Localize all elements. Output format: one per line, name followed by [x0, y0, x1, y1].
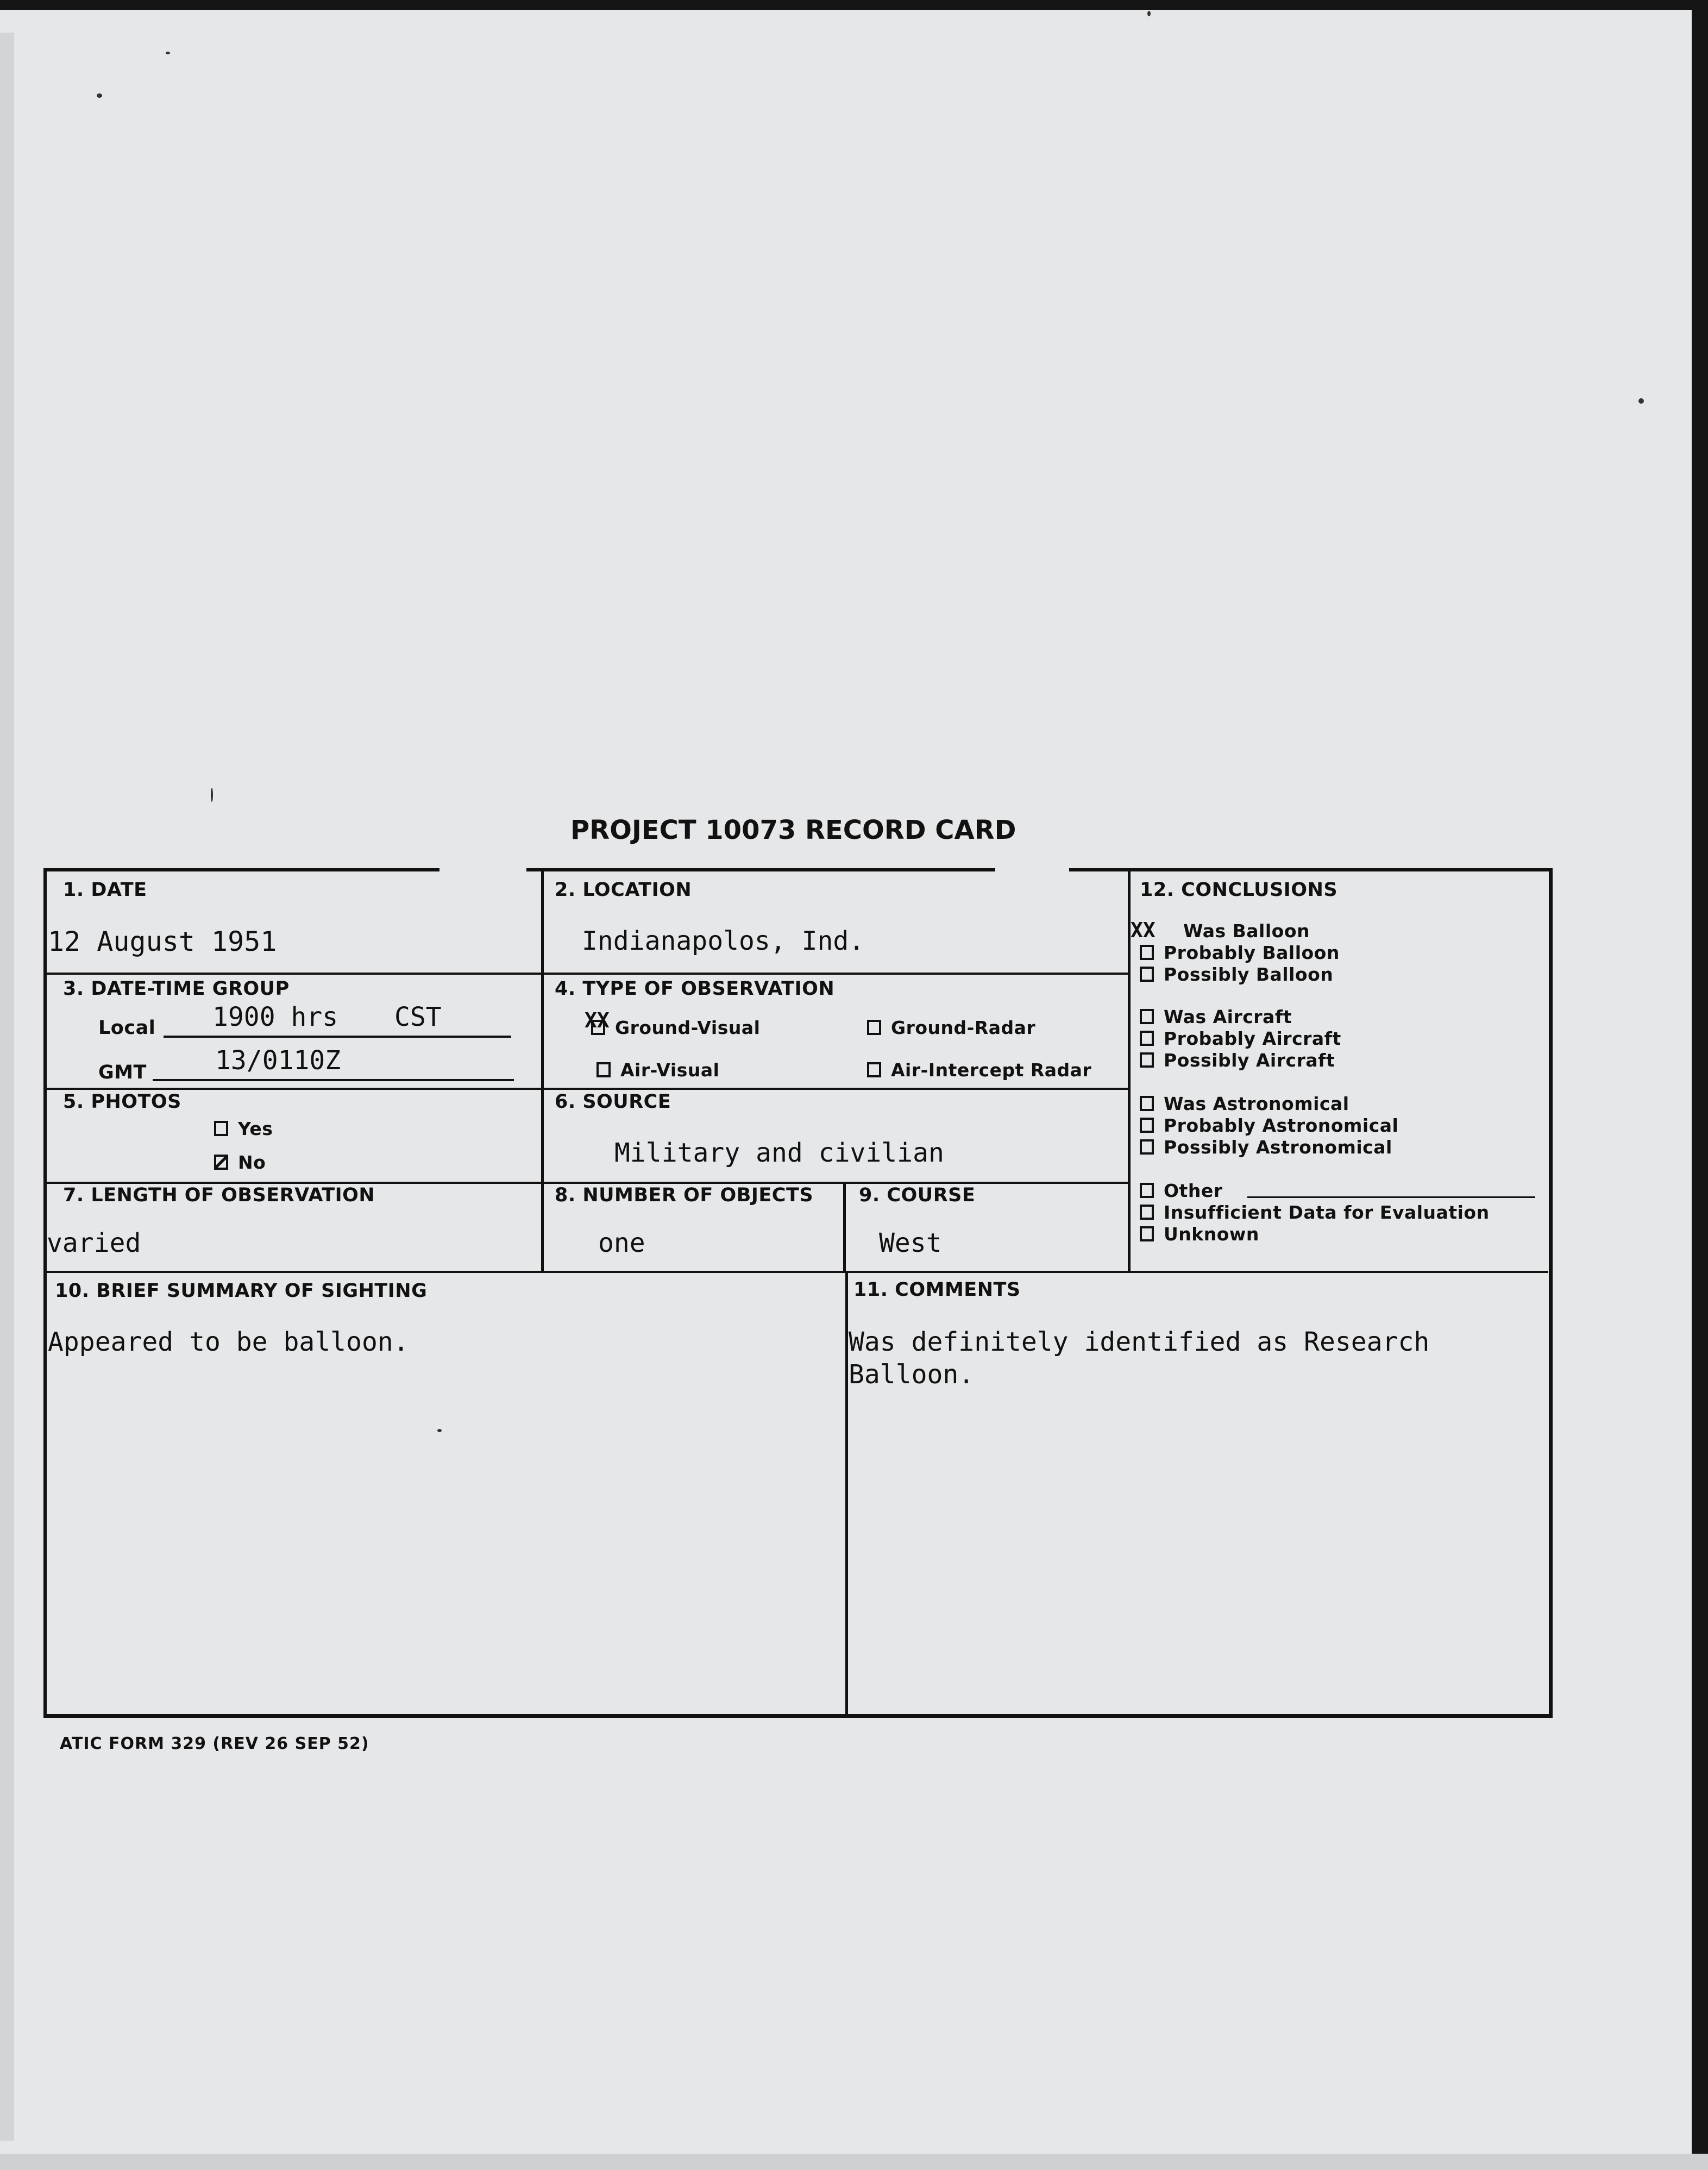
border-gap — [439, 867, 526, 874]
option-label: Unknown — [1164, 1224, 1259, 1245]
dust-speck — [166, 52, 170, 54]
length-label: 7. LENGTH OF OBSERVATION — [63, 1184, 375, 1206]
border-gap — [995, 867, 1069, 874]
checkbox-icon — [1140, 1139, 1154, 1155]
dust-speck — [211, 788, 213, 802]
option-label: Was Balloon — [1183, 920, 1310, 942]
divider-row3 — [47, 1182, 1128, 1184]
photos-label: 5. PHOTOS — [63, 1091, 181, 1113]
conclusion-other-underline — [1247, 1196, 1535, 1198]
source-value: Military and civilian — [614, 1138, 944, 1168]
option-label: No — [238, 1152, 266, 1173]
option-label: Insufficient Data for Evaluation — [1164, 1202, 1490, 1223]
comments-label: 11. COMMENTS — [853, 1279, 1021, 1301]
option-label: Yes — [238, 1118, 273, 1139]
option-label: Possibly Balloon — [1164, 964, 1334, 985]
checkbox-icon — [1140, 1118, 1154, 1133]
dust-speck — [1638, 398, 1644, 404]
option-label: Possibly Aircraft — [1164, 1050, 1335, 1071]
checkbox-icon — [1140, 967, 1154, 982]
divider-row4 — [47, 1271, 1548, 1273]
photos-no-option[interactable] — [214, 1152, 266, 1173]
option-label: Ground-Visual — [615, 1017, 761, 1038]
film-border-top — [0, 0, 1708, 10]
conclusion-possibly-astronomical[interactable] — [1140, 1137, 1392, 1158]
conclusion-possibly-balloon[interactable] — [1140, 964, 1333, 985]
summary-value: Appeared to be balloon. — [48, 1327, 409, 1357]
summary-label: 10. BRIEF SUMMARY OF SIGHTING — [55, 1280, 428, 1302]
conclusions-label: 12. CONCLUSIONS — [1140, 879, 1338, 901]
conclusions-mark: XX — [1131, 918, 1156, 942]
conclusion-probably-astronomical[interactable] — [1140, 1115, 1398, 1136]
dtg-gmt-label: GMT — [98, 1062, 147, 1083]
option-label: Possibly Astronomical — [1164, 1137, 1392, 1158]
conclusion-was-astronomical[interactable] — [1140, 1093, 1349, 1114]
option-label: Probably Aircraft — [1164, 1028, 1341, 1049]
checkbox-icon — [1140, 1009, 1154, 1024]
divider-objects-course — [843, 1182, 846, 1272]
checkbox-icon — [1140, 1226, 1154, 1241]
option-label: Air-Visual — [620, 1059, 720, 1081]
divider-summary-comments — [845, 1272, 848, 1716]
observation-air-intercept-radar-option[interactable] — [867, 1059, 1091, 1081]
conclusion-probably-aircraft[interactable] — [1140, 1028, 1341, 1049]
dtg-local-label: Local — [98, 1017, 156, 1039]
checkbox-icon — [1140, 945, 1154, 960]
checkbox-icon — [1140, 1052, 1154, 1068]
location-label: 2. LOCATION — [555, 879, 692, 901]
conclusion-was-balloon[interactable] — [1183, 920, 1310, 942]
conclusion-possibly-aircraft[interactable] — [1140, 1050, 1335, 1071]
option-label: Probably Balloon — [1164, 942, 1340, 963]
date-value: 12 August 1951 — [48, 926, 277, 957]
checkbox-icon — [214, 1155, 228, 1170]
dtg-local-value: 1900 hrs — [212, 1002, 338, 1032]
comments-line-2: Balloon. — [849, 1359, 975, 1390]
film-border-bottom — [0, 2154, 1708, 2170]
observation-ground-radar-option[interactable] — [867, 1017, 1035, 1038]
checkbox-icon — [1140, 1183, 1154, 1198]
checkbox-icon — [867, 1062, 881, 1077]
date-label: 1. DATE — [63, 879, 147, 901]
conclusion-other[interactable] — [1140, 1180, 1222, 1201]
conclusion-was-aircraft[interactable] — [1140, 1006, 1292, 1027]
checkbox-icon — [1140, 1096, 1154, 1111]
source-label: 6. SOURCE — [555, 1091, 671, 1113]
form-footer: ATIC FORM 329 (REV 26 SEP 52) — [60, 1734, 369, 1753]
divider-row1-left — [47, 973, 541, 975]
option-label: Probably Astronomical — [1164, 1115, 1399, 1136]
film-border-right — [1692, 0, 1708, 2170]
objects-label: 8. NUMBER OF OBJECTS — [555, 1184, 814, 1206]
conclusion-probably-balloon[interactable] — [1140, 942, 1340, 963]
dtg-local-underline — [164, 1036, 511, 1038]
observation-air-visual-option[interactable] — [596, 1059, 719, 1081]
divider-row1-mid — [541, 973, 1128, 975]
course-label: 9. COURSE — [859, 1184, 976, 1206]
dust-speck — [97, 93, 102, 98]
checkbox-icon — [591, 1020, 605, 1035]
checkbox-icon — [1140, 1205, 1154, 1220]
dust-speck — [1147, 11, 1151, 16]
conclusion-unknown[interactable] — [1140, 1224, 1259, 1245]
location-value: Indianapolos, Ind. — [582, 926, 865, 956]
checkbox-icon — [867, 1020, 881, 1035]
dtg-gmt-underline — [153, 1079, 514, 1081]
observation-type-mark: XX — [585, 1008, 610, 1032]
length-value: varied — [47, 1228, 141, 1258]
option-label: Ground-Radar — [891, 1017, 1036, 1038]
option-label: Was Aircraft — [1164, 1006, 1292, 1027]
course-value: West — [879, 1228, 942, 1258]
dtg-gmt-value: 13/0110Z — [215, 1045, 341, 1076]
option-label: Was Astronomical — [1164, 1093, 1349, 1114]
divider-row2 — [47, 1088, 1128, 1090]
divider-left-column — [541, 871, 544, 1272]
checkbox-icon — [214, 1121, 228, 1136]
dtg-local-zone: CST — [394, 1002, 442, 1032]
objects-value: one — [598, 1228, 645, 1258]
checkbox-icon — [596, 1062, 611, 1077]
photos-yes-option[interactable] — [214, 1118, 273, 1139]
observation-type-label: 4. TYPE OF OBSERVATION — [555, 978, 835, 1000]
record-card — [43, 868, 1553, 1718]
film-border-left — [0, 33, 14, 2141]
checkbox-icon — [1140, 1031, 1154, 1046]
option-label: Other — [1164, 1180, 1223, 1201]
conclusion-insufficient-data[interactable] — [1140, 1202, 1490, 1223]
option-label: Air-Intercept Radar — [891, 1059, 1092, 1081]
observation-ground-visual-option[interactable] — [591, 1017, 760, 1038]
dtg-label: 3. DATE-TIME GROUP — [63, 978, 290, 1000]
comments-line-1: Was definitely identified as Research — [849, 1327, 1430, 1357]
card-title: PROJECT 10073 RECORD CARD — [570, 815, 1016, 845]
